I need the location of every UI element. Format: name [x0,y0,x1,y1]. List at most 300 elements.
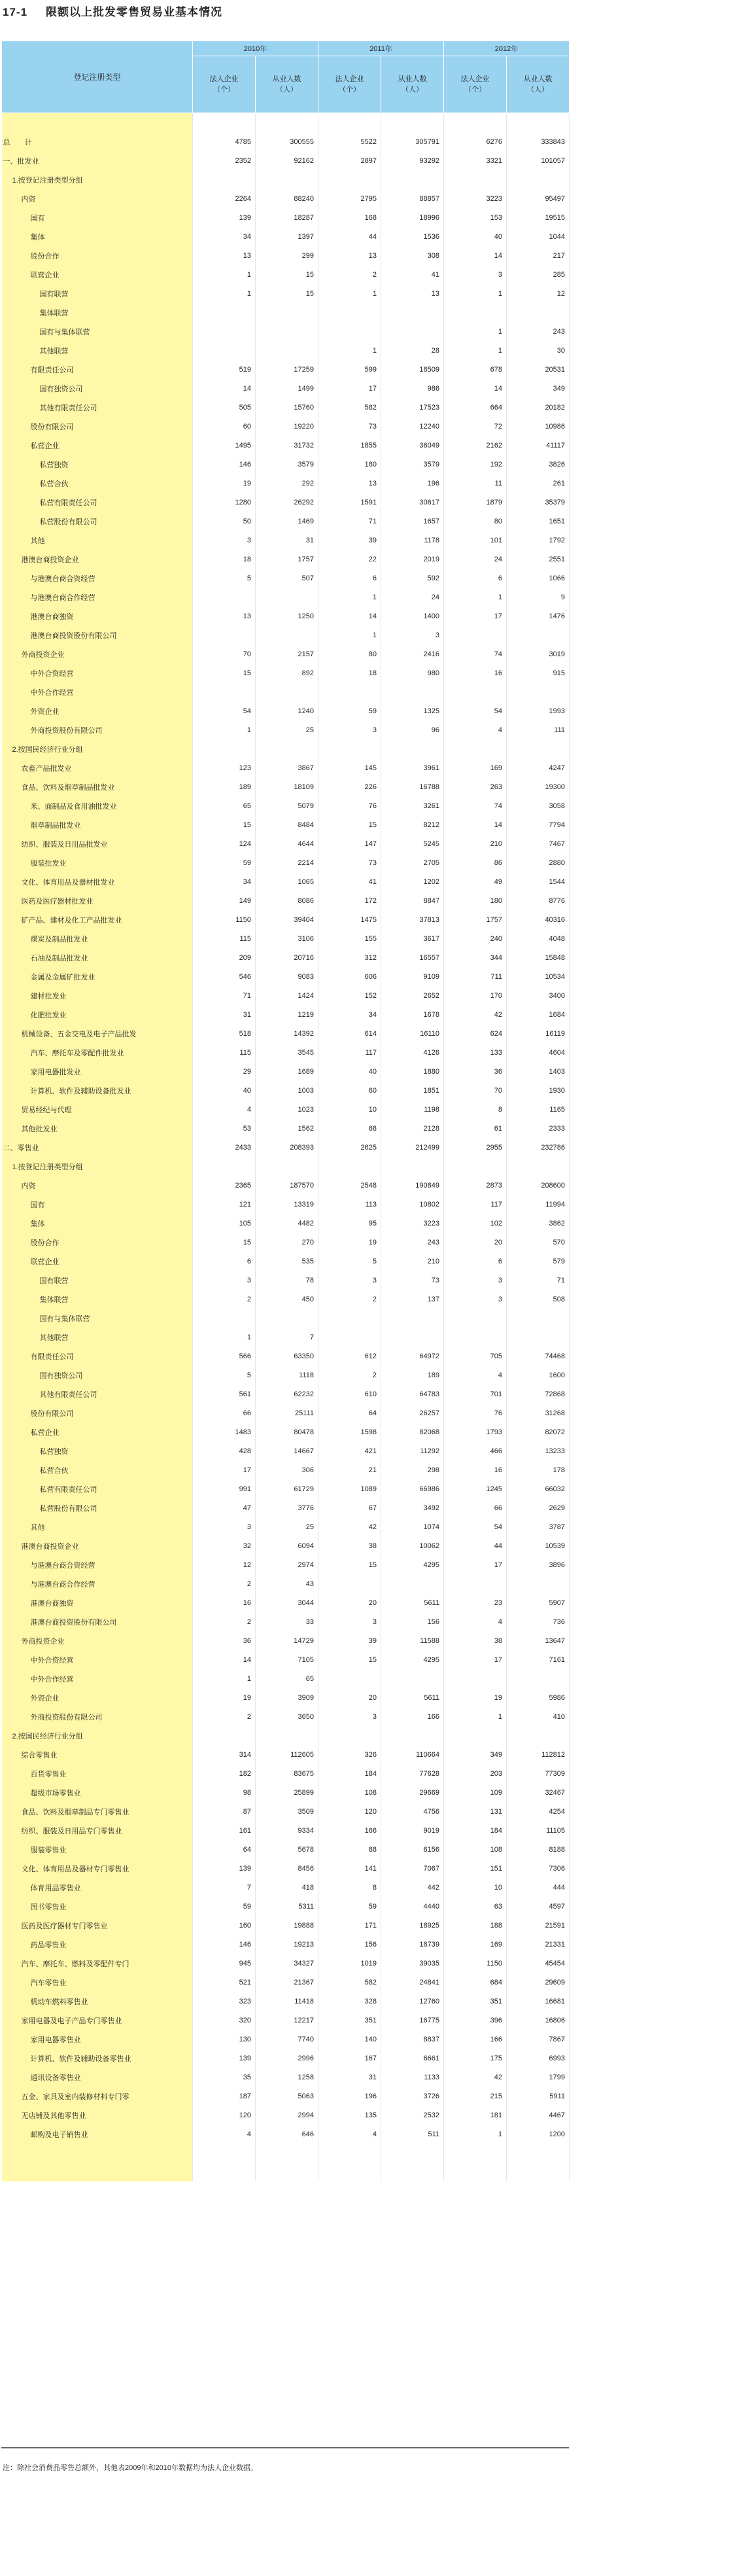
cell-employees: 111 [507,720,570,739]
row-label: 国有联营 [2,1271,193,1290]
cell-employees: 5611 [381,1593,444,1612]
row-label: 国有与集体联营 [2,322,193,341]
table-row [2,1840,570,1859]
cell-enterprises: 3 [318,720,381,739]
row-label: 机械设备、五金交电及电子产品批发 [2,1024,193,1043]
cell-enterprises: 518 [193,1024,256,1043]
table-row [2,398,570,417]
table-row [2,1138,570,1157]
cell-employees: 243 [381,1233,444,1252]
table-row [2,1328,570,1347]
table-row [2,1347,570,1366]
cell-enterprises: 1 [444,2125,507,2144]
cell-enterprises: 17 [318,379,381,398]
cell-enterprises: 2352 [193,151,256,170]
cell-enterprises: 582 [318,398,381,417]
cell-enterprises [193,682,256,701]
row-label: 汽车零售业 [2,1973,193,1992]
table-row [2,1233,570,1252]
table-row [2,626,570,644]
cell-enterprises [444,113,507,133]
cell-enterprises [444,682,507,701]
cell-employees: 35379 [507,493,570,512]
cell-employees: 190849 [381,1176,444,1195]
cell-employees: 4756 [381,1802,444,1821]
cell-employees: 93292 [381,151,444,170]
cell-enterprises: 42 [444,1005,507,1024]
row-label: 国有独资公司 [2,1366,193,1385]
cell-employees [381,682,444,701]
cell-enterprises: 36 [193,1631,256,1650]
row-label: 药品零售业 [2,1935,193,1954]
cell-enterprises: 323 [193,1992,256,2011]
cell-employees: 7 [256,1328,318,1347]
cell-enterprises: 14 [444,815,507,834]
cell-employees [381,170,444,189]
cell-enterprises [318,739,381,758]
table-row [2,1707,570,1726]
cell-enterprises: 5 [318,1252,381,1271]
cell-employees: 450 [256,1290,318,1309]
cell-employees: 72868 [507,1385,570,1403]
cell-employees: 15760 [256,398,318,417]
cell-employees: 96 [381,720,444,739]
cell-employees: 2019 [381,550,444,569]
cell-enterprises: 172 [318,891,381,910]
cell-employees: 6094 [256,1536,318,1555]
cell-employees: 18509 [381,360,444,379]
cell-enterprises: 1 [318,284,381,303]
cell-employees [256,113,318,133]
cell-enterprises: 123 [193,758,256,777]
cell-employees: 66032 [507,1479,570,1498]
cell-enterprises: 7 [193,1878,256,1897]
row-label: 纺织、服装及日用品专门零售业 [2,1821,193,1840]
cell-enterprises: 61 [444,1119,507,1138]
cell-enterprises: 72 [444,417,507,436]
cell-employees [507,1574,570,1593]
cell-enterprises: 121 [193,1195,256,1214]
cell-employees: 4644 [256,834,318,853]
cell-enterprises [444,1726,507,1745]
table-row [2,948,570,967]
cell-enterprises: 189 [193,777,256,796]
table-row [2,2144,570,2162]
cell-enterprises: 64 [318,1403,381,1422]
cell-enterprises: 14 [444,379,507,398]
row-label: 其他联营 [2,1328,193,1347]
cell-employees: 16788 [381,777,444,796]
cell-enterprises: 209 [193,948,256,967]
cell-enterprises: 22 [318,550,381,569]
cell-enterprises: 31 [318,2068,381,2087]
row-label: 其他 [2,531,193,550]
cell-enterprises [318,303,381,322]
cell-enterprises: 344 [444,948,507,967]
cell-enterprises: 1757 [444,910,507,929]
cell-employees: 2705 [381,853,444,872]
cell-enterprises: 3223 [444,189,507,208]
cell-enterprises: 1245 [444,1479,507,1498]
row-label: 1.按登记注册类型分组 [2,170,193,189]
row-label: 私营股份有限公司 [2,1498,193,1517]
cell-employees: 298 [381,1460,444,1479]
cell-employees: 10534 [507,967,570,986]
cell-employees: 2333 [507,1119,570,1138]
cell-employees: 1258 [256,2068,318,2087]
table-row [2,360,570,379]
cell-enterprises: 12 [193,1555,256,1574]
cell-enterprises: 38 [318,1536,381,1555]
cell-enterprises: 1598 [318,1422,381,1441]
row-label: 通讯设备零售业 [2,2068,193,2087]
cell-employees: 2416 [381,644,444,663]
cell-employees: 196 [381,474,444,493]
row-label: 五金、家具及室内装修材料专门零 [2,2087,193,2106]
table-row [2,1119,570,1138]
cell-enterprises [318,682,381,701]
cell-employees: 8837 [381,2030,444,2049]
cell-enterprises: 14 [444,246,507,265]
cell-enterprises: 19 [193,1688,256,1707]
cell-employees: 36049 [381,436,444,455]
row-label: 外资企业 [2,701,193,720]
cell-enterprises: 5 [193,1366,256,1385]
cell-enterprises: 135 [318,2106,381,2125]
cell-enterprises: 184 [318,1764,381,1783]
cell-employees: 1651 [507,512,570,531]
cell-enterprises: 13 [193,607,256,626]
cell-employees: 64783 [381,1385,444,1403]
cell-employees: 31268 [507,1403,570,1422]
cell-employees [381,1574,444,1593]
table-body [2,113,570,2182]
cell-employees: 333843 [507,132,570,151]
cell-enterprises: 2162 [444,436,507,455]
cell-enterprises: 4 [193,1100,256,1119]
table-row [2,170,570,189]
table-row [2,1385,570,1403]
cell-enterprises: 146 [193,455,256,474]
cell-enterprises: 181 [444,2106,507,2125]
cell-enterprises: 156 [318,1935,381,1954]
table-row [2,531,570,550]
cell-enterprises: 6 [318,569,381,588]
cell-employees: 17523 [381,398,444,417]
table-row [2,2011,570,2030]
row-label: 港澳台商投资股份有限公司 [2,626,193,644]
row-label: 汽车、摩托车、燃料及零配件专门 [2,1954,193,1973]
row-label: 私营有限责任公司 [2,493,193,512]
cell-employees: 8188 [507,1840,570,1859]
cell-employees: 892 [256,663,318,682]
table-row [2,1252,570,1271]
cell-enterprises: 606 [318,967,381,986]
cell-enterprises: 139 [193,208,256,227]
cell-enterprises [444,2144,507,2162]
cell-employees: 9083 [256,967,318,986]
cell-employees [507,1157,570,1176]
cell-employees: 80478 [256,1422,318,1441]
cell-enterprises: 87 [193,1802,256,1821]
cell-employees: 261 [507,474,570,493]
cell-employees: 20182 [507,398,570,417]
header-year-2011: 2011年 [318,41,444,56]
cell-enterprises: 20 [318,1688,381,1707]
table-row [2,436,570,455]
cell-employees: 92162 [256,151,318,170]
cell-enterprises: 3 [318,1707,381,1726]
row-label: 与港澳台商合资经营 [2,569,193,588]
cell-employees: 7467 [507,834,570,853]
cell-employees: 45454 [507,1954,570,1973]
row-label: 私营独资 [2,1441,193,1460]
cell-enterprises [193,113,256,133]
table-row [2,455,570,474]
cell-enterprises [193,322,256,341]
cell-enterprises: 203 [444,1764,507,1783]
table-row [2,474,570,493]
cell-enterprises: 5522 [318,132,381,151]
cell-enterprises: 1855 [318,436,381,455]
cell-employees: 1424 [256,986,318,1005]
cell-employees: 63350 [256,1347,318,1366]
cell-enterprises: 1591 [318,493,381,512]
cell-enterprises: 166 [318,1821,381,1840]
cell-enterprises: 80 [318,644,381,663]
cell-enterprises: 15 [193,1233,256,1252]
cell-employees: 82072 [507,1422,570,1441]
table-row [2,1366,570,1385]
cell-enterprises: 42 [318,1517,381,1536]
table-row [2,1024,570,1043]
cell-employees: 19888 [256,1916,318,1935]
cell-employees [507,170,570,189]
cell-employees [507,113,570,133]
cell-enterprises: 24 [444,550,507,569]
table-row [2,1650,570,1669]
cell-employees [507,739,570,758]
cell-employees: 306 [256,1460,318,1479]
cell-employees: 13 [381,284,444,303]
table-row [2,341,570,360]
table-row [2,189,570,208]
cell-enterprises: 50 [193,512,256,531]
table-row [2,2030,570,2049]
table-row [2,1176,570,1195]
cell-employees: 66986 [381,1479,444,1498]
cell-employees: 1165 [507,1100,570,1119]
cell-employees: 14729 [256,1631,318,1650]
cell-employees: 34327 [256,1954,318,1973]
cell-enterprises: 1793 [444,1422,507,1441]
cell-enterprises: 14 [193,379,256,398]
cell-employees: 1657 [381,512,444,531]
table-row [2,246,570,265]
table-row [2,303,570,322]
cell-employees [507,2144,570,2162]
row-label: 金属及金属矿批发业 [2,967,193,986]
table-row [2,1555,570,1574]
cell-enterprises: 108 [318,1783,381,1802]
cell-employees: 308 [381,246,444,265]
table-row [2,1631,570,1650]
header-corner: 登记注册类型 [2,41,193,113]
cell-employees: 20716 [256,948,318,967]
cell-enterprises: 4 [318,2125,381,2144]
cell-enterprises: 1 [318,341,381,360]
cell-enterprises: 59 [193,1897,256,1916]
cell-employees: 1544 [507,872,570,891]
cell-employees: 212499 [381,1138,444,1157]
cell-employees: 4254 [507,1802,570,1821]
cell-employees: 19220 [256,417,318,436]
cell-employees: 1403 [507,1062,570,1081]
cell-enterprises: 152 [318,986,381,1005]
cell-employees: 2532 [381,2106,444,2125]
cell-enterprises [318,1574,381,1593]
row-label: 集体联营 [2,1290,193,1309]
cell-enterprises: 2 [193,1574,256,1593]
cell-enterprises: 168 [318,208,381,227]
cell-enterprises: 151 [444,1859,507,1878]
cell-employees: 11292 [381,1441,444,1460]
cell-enterprises: 131 [444,1802,507,1821]
cell-enterprises: 73 [318,853,381,872]
cell-enterprises: 2365 [193,1176,256,1195]
cell-employees: 1133 [381,2068,444,2087]
cell-employees: 37813 [381,910,444,929]
cell-employees: 285 [507,265,570,284]
cell-enterprises [193,2162,256,2181]
cell-enterprises: 64 [193,1840,256,1859]
cell-employees: 25 [256,1517,318,1536]
cell-employees: 82068 [381,1422,444,1441]
cell-employees: 3961 [381,758,444,777]
cell-employees: 4440 [381,1897,444,1916]
row-label: 股份有限公司 [2,1403,193,1422]
cell-enterprises: 40 [318,1062,381,1081]
cell-employees: 5079 [256,796,318,815]
cell-employees: 1198 [381,1100,444,1119]
cell-employees [256,170,318,189]
row-label: 与港澳台商合作经营 [2,1574,193,1593]
cell-employees: 4467 [507,2106,570,2125]
cell-employees: 7794 [507,815,570,834]
row-label: 与港澳台商合资经营 [2,1555,193,1574]
cell-enterprises: 6276 [444,132,507,151]
row-label: 国有联营 [2,284,193,303]
cell-employees: 7306 [507,1859,570,1878]
cell-employees [381,1309,444,1328]
cell-employees: 300555 [256,132,318,151]
cell-enterprises: 1 [193,284,256,303]
cell-enterprises: 215 [444,2087,507,2106]
cell-employees: 3492 [381,1498,444,1517]
cell-enterprises [193,341,256,360]
cell-employees: 25 [256,720,318,739]
cell-employees: 3579 [256,455,318,474]
cell-enterprises: 612 [318,1347,381,1366]
row-label: 矿产品、建材及化工产品批发业 [2,910,193,929]
row-label: 内资 [2,189,193,208]
row-label: 国有 [2,208,193,227]
cell-employees: 25111 [256,1403,318,1422]
cell-enterprises: 147 [318,834,381,853]
cell-employees: 178 [507,1460,570,1479]
header-enterprises: 法人企业 （个） [193,56,256,113]
cell-enterprises: 39 [318,531,381,550]
cell-employees [381,1157,444,1176]
cell-employees: 189 [381,1366,444,1385]
row-label: 港澳台商独资 [2,1593,193,1612]
cell-enterprises: 109 [444,1783,507,1802]
cell-enterprises: 610 [318,1385,381,1403]
cell-employees: 1397 [256,227,318,246]
row-label: 无店铺及其他零售业 [2,2106,193,2125]
cell-employees: 8847 [381,891,444,910]
cell-enterprises: 38 [444,1631,507,1650]
cell-employees: 18925 [381,1916,444,1935]
cell-employees: 1023 [256,1100,318,1119]
cell-enterprises: 428 [193,1441,256,1460]
table-row [2,1441,570,1460]
table-row [2,1783,570,1802]
cell-employees: 3058 [507,796,570,815]
row-label [2,113,193,133]
cell-enterprises: 117 [318,1043,381,1062]
cell-enterprises: 18 [193,550,256,569]
row-label: 图书零售业 [2,1897,193,1916]
cell-enterprises: 146 [193,1935,256,1954]
cell-enterprises: 20 [318,1593,381,1612]
row-label: 家用电器及电子产品专门零售业 [2,2011,193,2030]
cell-employees: 41117 [507,436,570,455]
cell-enterprises: 664 [444,398,507,417]
cell-employees: 7740 [256,2030,318,2049]
cell-enterprises: 108 [444,1840,507,1859]
table-row [2,607,570,626]
cell-employees: 3509 [256,1802,318,1821]
table-row [2,512,570,531]
cell-enterprises: 1 [318,626,381,644]
row-label: 综合零售业 [2,1745,193,1764]
cell-employees: 61729 [256,1479,318,1498]
header-enterprises: 法人企业 （个） [318,56,381,113]
table-row [2,1271,570,1290]
cell-employees: 1930 [507,1081,570,1100]
row-label: 外商投资股份有限公司 [2,1707,193,1726]
cell-employees: 9109 [381,967,444,986]
cell-employees: 3400 [507,986,570,1005]
row-label: 农畜产品批发业 [2,758,193,777]
row-label: 港澳台商投资企业 [2,1536,193,1555]
table-row [2,777,570,796]
cell-employees: 4482 [256,1214,318,1233]
cell-enterprises: 6 [444,569,507,588]
cell-enterprises: 1 [444,341,507,360]
cell-enterprises [193,2144,256,2162]
row-label: 邮购及电子销售业 [2,2125,193,2144]
cell-enterprises: 546 [193,967,256,986]
cell-employees: 10986 [507,417,570,436]
table-row [2,1100,570,1119]
cell-employees: 30617 [381,493,444,512]
cell-enterprises: 1 [193,720,256,739]
cell-employees: 1065 [256,872,318,891]
cell-employees: 3787 [507,1517,570,1536]
row-label: 外商投资企业 [2,644,193,663]
